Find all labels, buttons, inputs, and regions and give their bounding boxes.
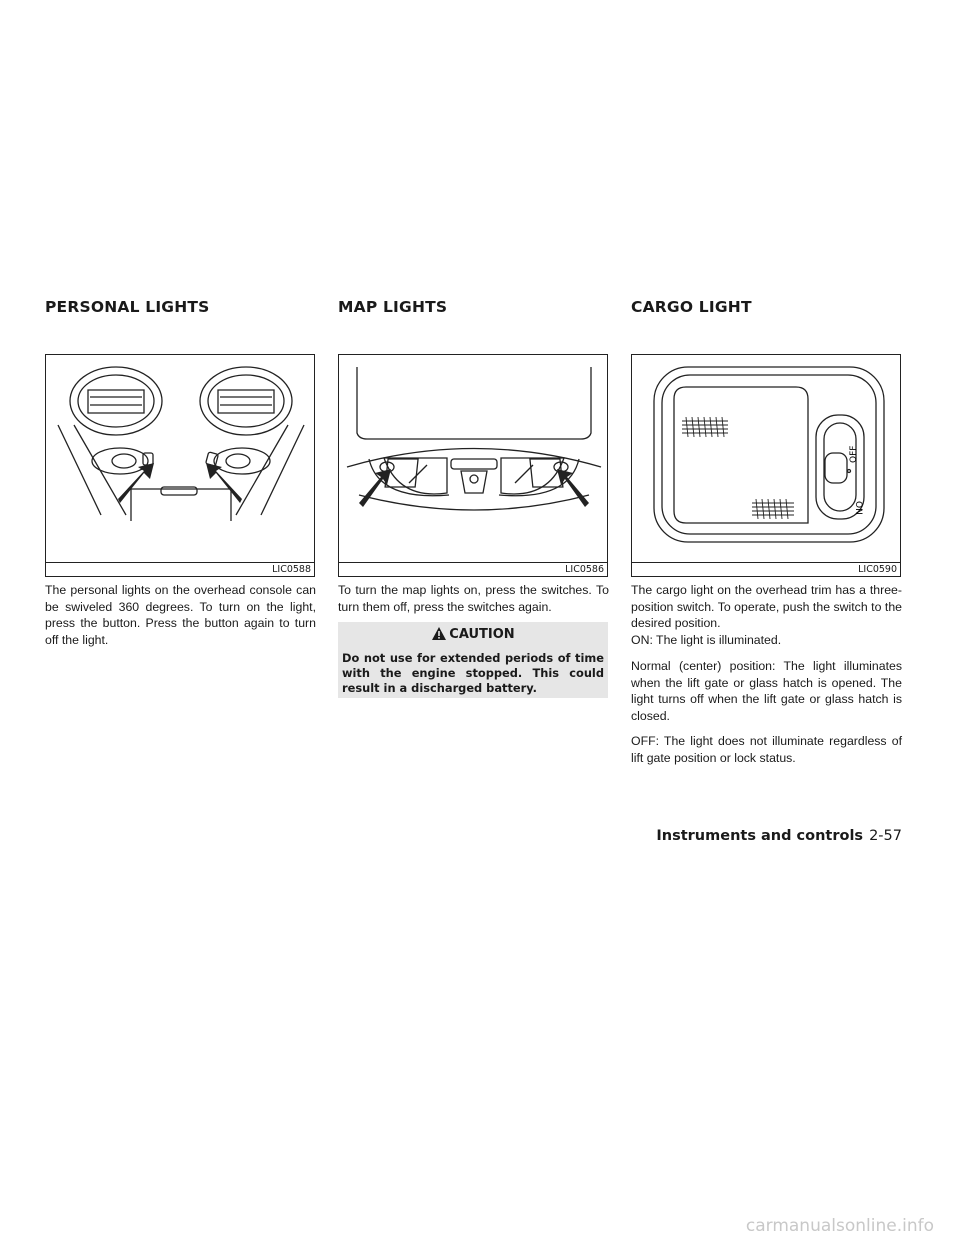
cargo-light-paragraph: ON: The light is illuminated. [631,633,782,647]
cargo-light-paragraph: The cargo light on the overhead trim has a three-position switch. To operate, push the switch to the desired position. [631,583,902,630]
caution-heading [338,626,608,642]
page-footer [656,828,902,844]
watermark: carmanualsonline.info [745,1216,934,1236]
map-lights-figure [338,354,608,577]
figure-code: LIC0590 [632,562,900,576]
personal-lights-title: PERSONAL LIGHTS [45,298,210,316]
cargo-light-illustration [632,355,902,563]
figure-code: LIC0588 [46,562,314,576]
cargo-light-title: CARGO LIGHT [631,298,752,316]
caution-box [338,622,608,698]
warning-triangle-icon [431,626,447,641]
caution-text: Do not use for extended periods of time with the engine stopped. This could result in a discharged battery. [342,651,604,696]
map-lights-paragraph: To turn the map lights on, press the switches. To turn them off, press the switches again. [338,583,609,614]
switch-on-label: ON [853,501,863,515]
map-lights-illustration [339,355,609,563]
caution-heading-text: CAUTION [449,627,515,642]
switch-off-label: OFF [849,445,859,463]
map-lights-title: MAP LIGHTS [338,298,448,316]
cargo-light-paragraph: OFF: The light does not illuminate regardless of lift gate position or lock status. [631,734,902,765]
personal-lights-figure [45,354,315,577]
chapter-title: Instruments and controls [656,828,864,844]
figure-code: LIC0586 [339,562,607,576]
personal-lights-paragraph: The personal lights on the overhead console can be swiveled 360 degrees. To turn on the light, press the button. Press the button again to turn off the light. [45,583,316,647]
cargo-light-figure [631,354,901,577]
cargo-light-paragraph: Normal (center) position: The light illuminates when the lift gate or glass hatch is opened. The light turns off when the lift gate or glass hatch is closed. [631,659,902,723]
page-number: 2-57 [869,828,902,844]
personal-lights-illustration [46,355,316,563]
